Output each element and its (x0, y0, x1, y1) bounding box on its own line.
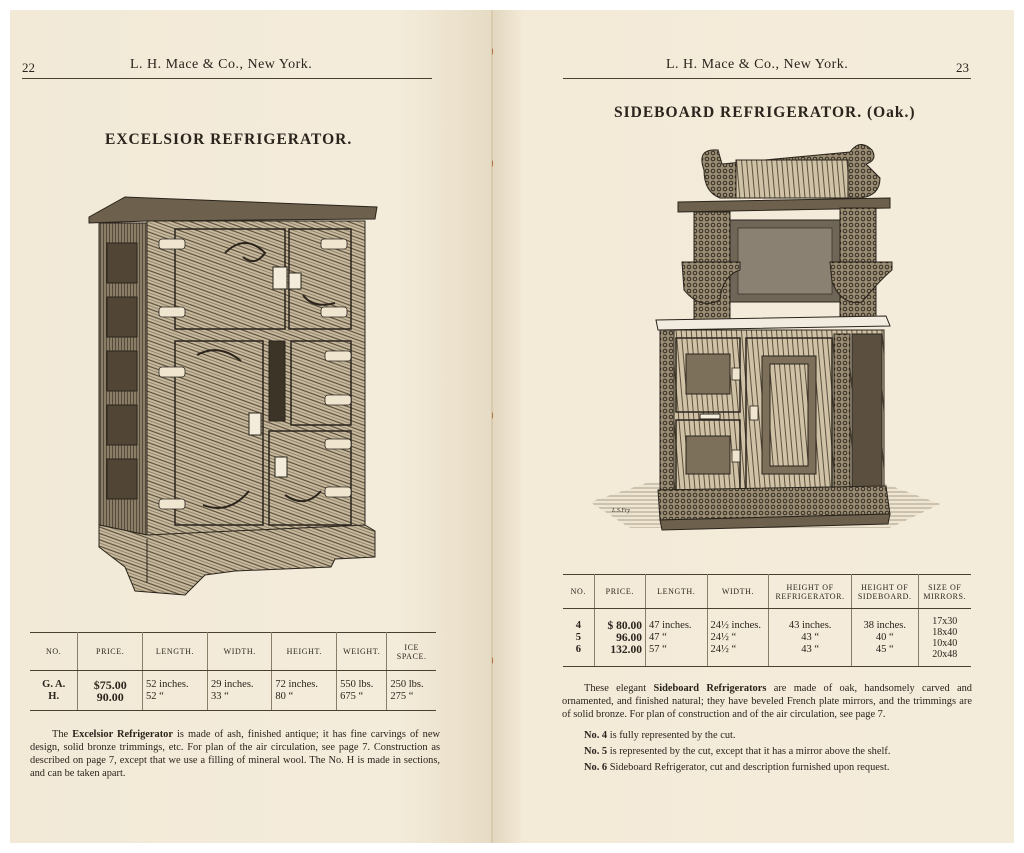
table-row (30, 671, 436, 711)
running-head-right: L. H. Mace & Co., New York. (666, 57, 849, 72)
note-no-4 (584, 729, 974, 742)
col-header-length: LENGTH. (645, 575, 707, 609)
desc-intro: The (52, 729, 73, 740)
cell-width: 24½ inches. (710, 619, 761, 631)
cell-mirror-size: 17x30 (932, 615, 958, 627)
note-label: No. 6 (584, 762, 608, 773)
note-label: No. 4 (584, 730, 608, 741)
cell-ice-space: 250 lbs. (390, 678, 424, 690)
note-text: is represented by the cut, except that it has a mirror above the shelf. (607, 746, 891, 757)
desc-body: are made of oak, handsomely carved and ornamented, and finished natural; they have beveled French plate mirrors, and the trimmings are of solid bronze. For plan of construction and of the air circulation, see page 7. (562, 683, 972, 720)
cell-no: H. (48, 690, 60, 702)
col-header-price: PRICE. (594, 575, 645, 609)
cell-price: $ 80.00 (607, 619, 642, 632)
col-header-no: NO. (30, 633, 78, 671)
engraver-signature: L.S.Fry (612, 508, 630, 514)
table-row (563, 609, 971, 667)
cell-length: 47 inches. (648, 619, 692, 631)
cell-height: 80 “ (275, 690, 294, 702)
col-header-height: HEIGHT. (272, 633, 337, 671)
col-header-weight: WEIGHT. (337, 633, 387, 671)
cell-width: 24½ “ (710, 631, 737, 643)
cell-mirror-size: 10x40 (932, 637, 958, 649)
table-header-row (563, 575, 971, 609)
excelsior-refrigerator-illustration (85, 195, 385, 600)
col-header-width: WIDTH. (207, 633, 271, 671)
note-no-5 (584, 745, 974, 758)
cell-width: 29 inches. (210, 678, 254, 690)
cell-height-refrigerator: 43 “ (801, 643, 820, 655)
cell-height-refrigerator: 43 inches. (788, 619, 832, 631)
cell-price: 90.00 (96, 689, 124, 704)
col-header-height-refrigerator: HEIGHT OF REFRIGERATOR. (769, 575, 852, 609)
note-text: is fully represented by the cut. (607, 730, 736, 741)
col-header-ice-space: ICE SPACE. (387, 633, 436, 671)
col-header-mirror-size: SIZE OF MIRRORS. (918, 575, 971, 609)
excelsior-spec-table (30, 632, 436, 711)
cell-weight: 550 lbs. (340, 678, 374, 690)
excelsior-description (30, 728, 440, 780)
header-rule-left (22, 78, 432, 79)
col-header-width: WIDTH. (707, 575, 769, 609)
cell-mirror-size: 18x40 (932, 626, 958, 638)
cell-height-sideboard: 45 “ (875, 643, 894, 655)
cell-mirror-size: 20x48 (932, 648, 958, 660)
cell-length: 47 “ (648, 631, 667, 643)
cell-no: 6 (575, 643, 581, 655)
col-header-price: PRICE. (78, 633, 143, 671)
sideboard-title: SIDEBOARD REFRIGERATOR. (Oak.) (614, 104, 916, 121)
header-rule-right (563, 78, 971, 79)
cell-height-sideboard: 40 “ (875, 631, 894, 643)
cell-price: 96.00 (616, 631, 642, 644)
col-header-no: NO. (563, 575, 594, 609)
sideboard-refrigerator-illustration (590, 138, 940, 548)
table-header-row (30, 633, 436, 671)
cell-height: 72 inches. (275, 678, 318, 690)
note-label: No. 5 (584, 746, 608, 757)
cell-weight: 675 “ (340, 690, 364, 702)
col-header-length: LENGTH. (143, 633, 208, 671)
cell-no: G. A. (42, 678, 66, 690)
sideboard-description (562, 682, 972, 721)
cell-height-refrigerator: 43 “ (801, 631, 820, 643)
desc-body: is made of ash, finished antique; it has fine carvings of new design, solid bronze trimmings, etc. For plan of the air circulation, see page 7. Construction as described on page 7, except that we use a filling of mineral wool. The No. H is made in sections, and can be taken apart. (30, 729, 440, 779)
page-number-left: 22 (22, 60, 35, 75)
cell-price: $75.00 (93, 677, 127, 692)
sideboard-spec-table (563, 574, 971, 667)
cell-width: 24½ “ (710, 643, 737, 655)
cell-length: 52 “ (146, 690, 164, 702)
page-number-right: 23 (956, 60, 969, 75)
col-header-height-sideboard: HEIGHT OF SIDEBOARD. (851, 575, 918, 609)
note-text: Sideboard Refrigerator, cut and description furnished upon request. (607, 762, 890, 773)
note-no-6 (584, 761, 974, 774)
cell-price: 132.00 (610, 643, 642, 656)
excelsior-title: EXCELSIOR REFRIGERATOR. (105, 131, 353, 148)
running-head-left: L. H. Mace & Co., New York. (130, 57, 313, 72)
desc-product-name: Sideboard Refrigerators (653, 683, 767, 694)
cell-length: 57 “ (648, 643, 667, 655)
cell-no: 5 (575, 631, 581, 643)
cell-height-sideboard: 38 inches. (863, 619, 907, 631)
cell-no: 4 (575, 619, 581, 631)
desc-product-name: Excelsior Refrigerator (72, 729, 173, 740)
cell-length: 52 inches. (146, 678, 189, 690)
cell-ice-space: 275 “ (390, 690, 414, 702)
cell-width: 33 “ (210, 690, 229, 702)
desc-intro: These elegant (584, 683, 654, 694)
